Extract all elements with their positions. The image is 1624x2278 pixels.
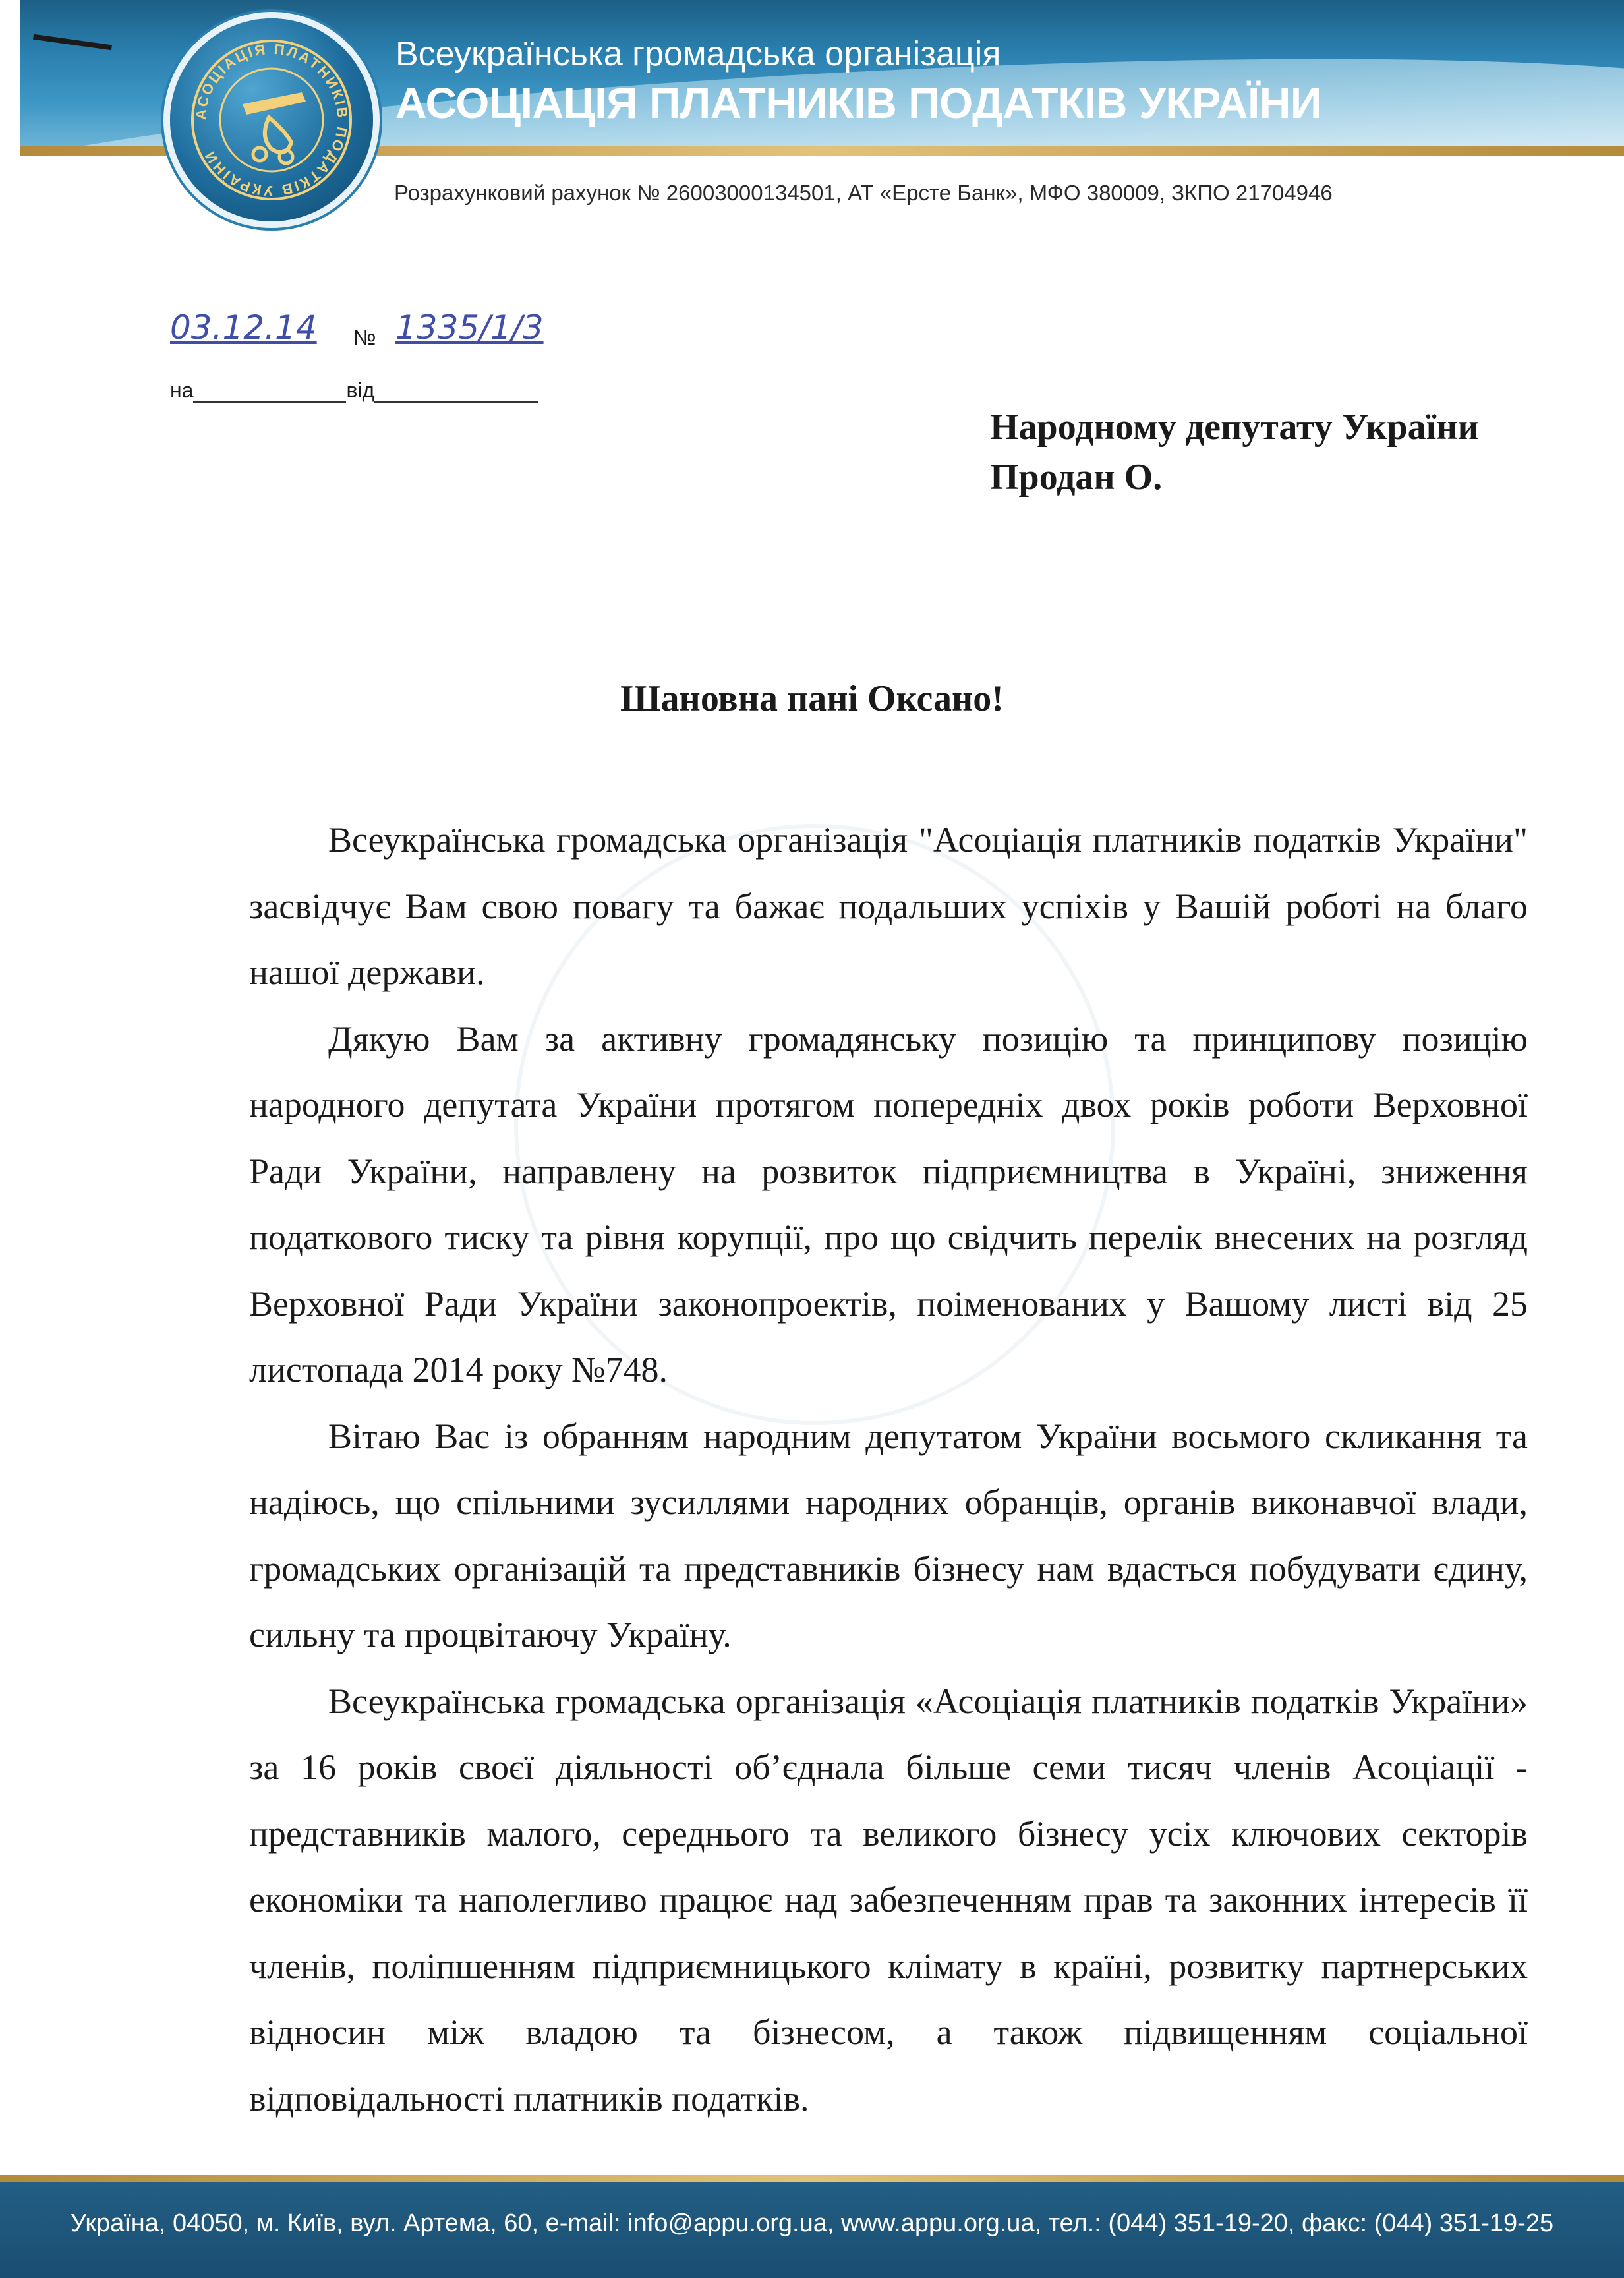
logo-ring-text: АСОЦІАЦІЯ ПЛАТНИКІВ ПОДАТКІВ УКРАЇНИ [192, 40, 351, 200]
addressee-title: Народному депутату України [990, 407, 1479, 448]
footer-gold-stripe [0, 2175, 1624, 2182]
footer-contacts: Україна, 04050, м. Київ, вул. Артема, 60, e-mail: info@appu.org.ua, www.appu.org.ua, тел.: (044) 351-19-20, факс: (044) 351-19-25 [70, 2209, 1554, 2237]
bank-details: Розрахунковий рахунок № 26003000134501, АТ «Ерсте Банк», МФО 380009, ЗКПО 21704946 [394, 181, 1333, 205]
outgoing-number: 1335/1/3 [395, 308, 544, 347]
paragraph-2: Дякую Вам за активну громадянську позицію та принципову позицію народного депутата України протягом попередніх двох років роботи Верховної Ради України, направлену на розвиток підприємництва в Україні, зниження податкового тиску та рівня корупції, про що свідчить перелік внесених на розгляд Верховної Ради України законопроектів, поіменованих у Вашому листі від 25 листопада 2014 року №748. [249, 1018, 1528, 1389]
organization-subtitle: Всеукраїнська громадська організація [395, 35, 1001, 73]
reply-reference-row [170, 378, 538, 403]
paragraph-1: Всеукраїнська громадська організація "Асоціація платників податків України" засвідчує Вам свою повагу та бажає подальших успіхів у Вашій роботі на благо нашої держави. [249, 820, 1528, 992]
paragraph-3: Вітаю Вас із обранням народним депутатом України восьмого скликання та надіюсь, що спільними зусиллями народних обранців, органів виконавчої влади, громадських організацій та представників бізнесу нам вдасться побудувати єдину, сильну та процвітаючу Україну. [249, 1416, 1528, 1654]
outgoing-date: 03.12.14 [170, 308, 317, 347]
paragraph-4: Всеукраїнська громадська організація «Асоціація платників податків України» за 16 років своєї діяльності об’єднала більше семи тисяч членів Асоціації - представників малого, середнього та великого бізнесу усіх ключових секторів економіки та наполегливо працює над забезпеченням прав та законних інтересів її членів, поліпшенням підприємницького клімату в країні, розвитку партнерських відносин між владою та бізнесом, а також підвищенням соціальної відповідальності платників податків. [249, 1681, 1528, 2118]
addressee-block [990, 402, 1479, 502]
from-label: від [346, 378, 375, 402]
organization-name: АСОЦІАЦІЯ ПЛАТНИКІВ ПОДАТКІВ УКРАЇНИ [395, 78, 1321, 127]
on-label: на [170, 378, 194, 402]
from-blank-line [374, 382, 538, 403]
addressee-name: Продан О. [990, 457, 1163, 498]
number-label: № [353, 326, 376, 349]
logo-emblem-icon [170, 18, 373, 221]
greeting: Шановна пані Оксано! [620, 678, 1004, 719]
organization-logo [170, 18, 373, 221]
letter-body [249, 807, 1528, 2132]
on-blank-line [193, 382, 346, 403]
